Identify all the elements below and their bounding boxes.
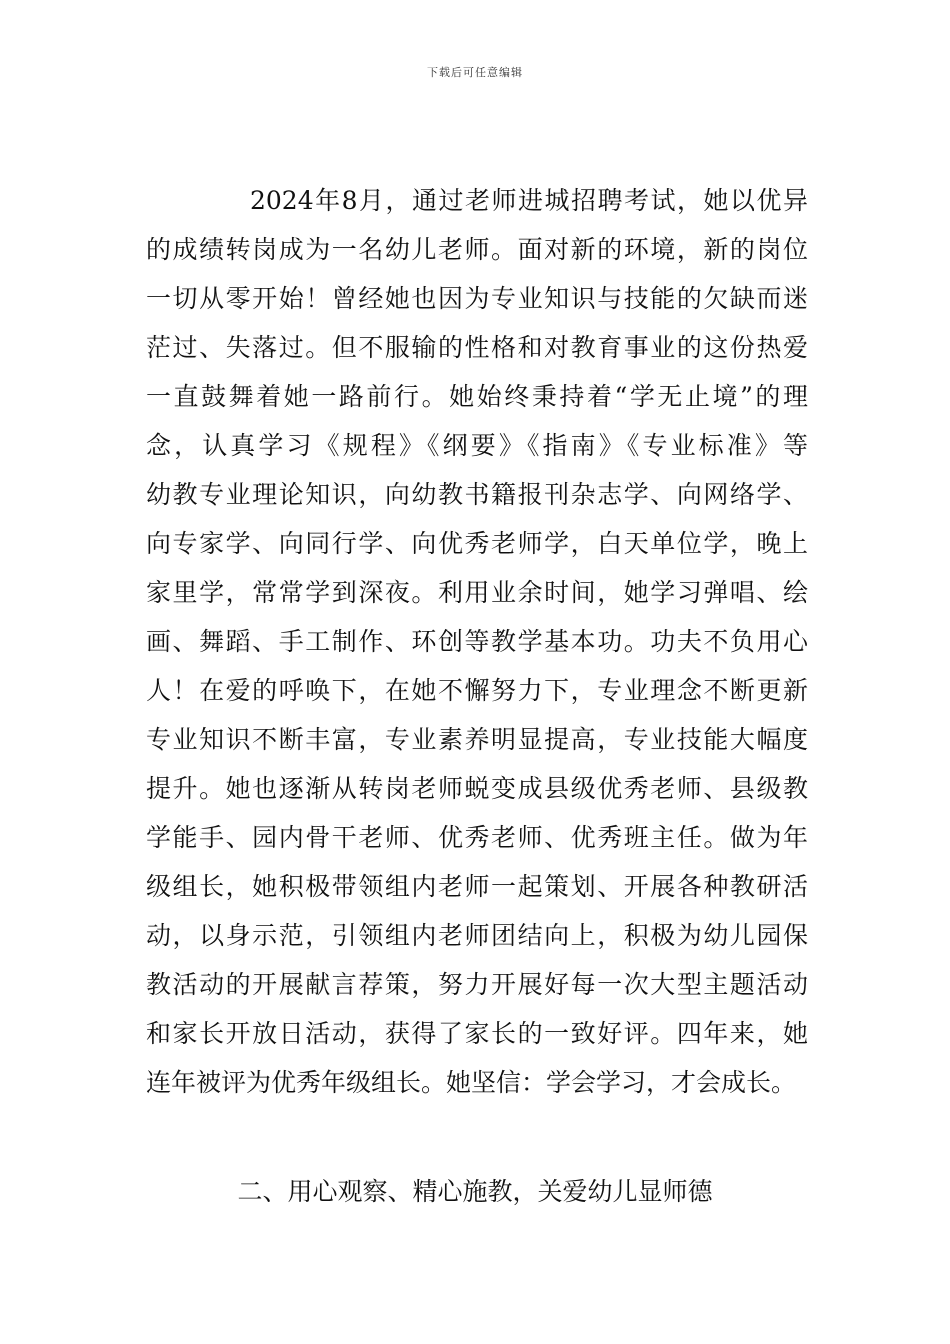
paragraph-line: 画、舞蹈、手工制作、环创等教学基本功。功夫不负用心	[146, 627, 808, 656]
paragraph-line: 教活动的开展献言荐策，努力开展好每一次大型主题活动	[146, 970, 808, 999]
paragraph-line: 幼教专业理论知识，向幼教书籍报刊杂志学、向网络学、	[146, 480, 808, 509]
paragraph-line: 专业知识不断丰富，专业素养明显提高，专业技能大幅度	[146, 725, 808, 754]
paragraph-line: 一直鼓舞着她一路前行。她始终秉持着“学无止境”的理	[146, 382, 808, 411]
paragraph-line: 人！在爱的呼唤下，在她不懈努力下，专业理念不断更新	[146, 676, 808, 705]
paragraph-line: 提升。她也逐渐从转岗老师蜕变成县级优秀老师、县级教	[146, 774, 808, 803]
paragraph-line: 茫过、失落过。但不服输的性格和对教育事业的这份热爱	[146, 333, 808, 362]
paragraph-line: 动，以身示范，引领组内老师团结向上，积极为幼儿园保	[146, 921, 808, 950]
paragraph-line: 级组长，她积极带领组内老师一起策划、开展各种教研活	[146, 872, 808, 901]
page-header-note: 下载后可任意编辑	[427, 66, 523, 79]
paragraph-line: 学能手、园内骨干老师、优秀老师、优秀班主任。做为年	[146, 823, 808, 852]
paragraph-line: 家里学，常常学到深夜。利用业余时间，她学习弹唱、绘	[146, 578, 808, 607]
paragraph-line: 念，认真学习《规程》《纲要》《指南》《专业标准》等	[146, 431, 808, 460]
paragraph-line: 连年被评为优秀年级组长。她坚信：学会学习，才会成长。	[146, 1068, 797, 1097]
paragraph-line: 的成绩转岗成为一名幼儿老师。面对新的环境，新的岗位	[146, 235, 808, 264]
paragraph-line: 向专家学、向同行学、向优秀老师学，白天单位学，晚上	[146, 529, 808, 558]
paragraph-line: 和家长开放日活动，获得了家长的一致好评。四年来，她	[146, 1019, 808, 1048]
section-heading: 二、用心观察、精心施教，关爱幼儿显师德	[237, 1177, 713, 1206]
paragraph-line: 2024年8月，通过老师进城招聘考试，她以优异	[250, 186, 808, 215]
paragraph-line: 一切从零开始！曾经她也因为专业知识与技能的欠缺而迷	[146, 284, 808, 313]
body-paragraph	[146, 176, 808, 1107]
